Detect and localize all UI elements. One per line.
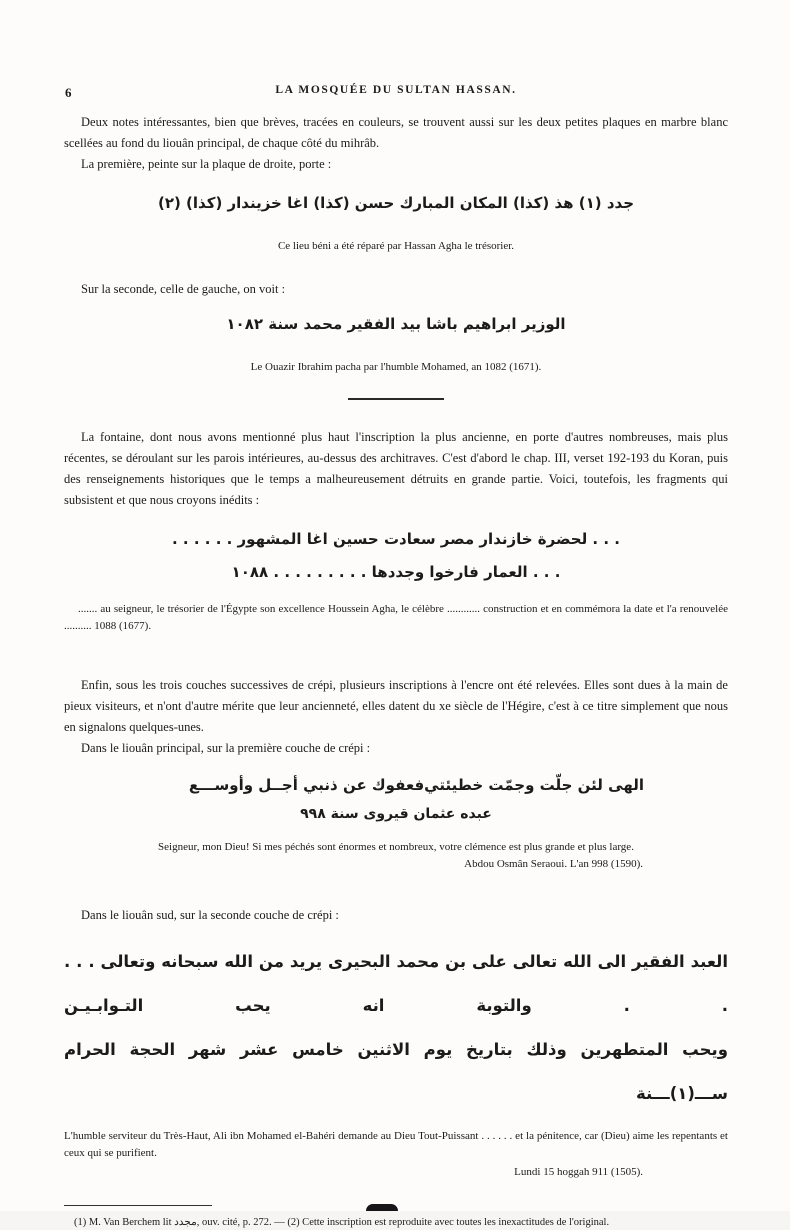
paragraph-second-plaque-lead: Sur la seconde, celle de gauche, on voit : [81,282,286,296]
translation-first-plaque: Ce lieu béni a été réparé par Hassan Agha le trésorier. [277,240,515,252]
arabic-inscription-liouan-sud-line1: العبد الفقير الى الله تعالى على بن محمد البحيرى يريد من الله سبحانه وتعالى . . . . . والتوبة انه يحب التـوابـيـن [64,952,728,1015]
arabic-inscription-liouan-sud-line2: ويحب المتطهرين وذلك بتاريخ يوم الاثنين خامس عشر شهر الحجة الحرام ســـ(١)ـــنة [64,1040,728,1103]
page-header [64,84,728,101]
paragraph-liouan-sud-lead: Dans le liouân sud, sur la seconde couche de crépi : [81,908,339,922]
translation-second-plaque: Le Ouazir Ibrahim pacha par l'humble Mohamed, an 1082 (1671). [250,361,542,373]
running-title: LA MOSQUÉE DU SULTAN HASSAN. [275,84,517,96]
poem-hemistich-first: الهى لئن جلّت وجمّت خطيئتي [424,776,644,794]
translation-fontaine: ....... au seigneur, le trésorier de l'Égypte son excellence Houssein Agha, le célèbre ............ construction et en commémora la date et l'a renouvelée .......... 1088 (1677). [64,603,728,632]
paragraph-crepi-intro: Enfin, sous les trois couches successives de crépi, plusieurs inscriptions à l'encre ont été relevées. Elles sont dues à la main de pieux visiteurs, et n'ont d'autre mérite que leur ancienneté, elles datent du xe siècle de l'Hégire, c'est à ce titre simplement que nous en signalons quelques-unes. [64,678,728,734]
paragraph-liouan-principal-lead: Dans le liouân principal, sur la première couche de crépi : [81,741,371,755]
footnote-rule [64,1205,212,1206]
poem-hemistich-second: فعفوك عن ذنبي أجــل وأوســـع [188,776,425,794]
arabic-poem-line [188,775,644,796]
footnote: (1) M. Van Berchem lit مجدد‎, ouv. cité, p. 272. — (2) Cette inscription est reproduite avec toutes les inexactitudes de l'original. [74,1217,610,1228]
section-divider [348,398,444,400]
page-number: 6 [65,85,72,100]
arabic-inscription-fontaine-line1: . . . لحضرة خازندار مصر سعادت حسين اغا المشهور . . . . . . [172,530,620,548]
paragraph-plaques-intro: Deux notes intéressantes, bien que brèves, tracées en couleurs, se trouvent aussi sur les deux petites plaques en marbre blanc scellées au fond du liouân principal, de chaque côté du mihrâb. [64,115,728,150]
translation-poem: Seigneur, mon Dieu! Si mes péchés sont énormes et nombreux, votre clémence est plus grande et plus large. [158,841,634,853]
arabic-inscription-first-plaque: جدد (١) هذ (كذا) المكان المبارك حسن (كذا) اغا خزيندار (كذا) (٢) [157,194,635,212]
attribution-poem: Abdou Osmân Seraoui. L'an 998 (1590). [464,858,643,870]
paragraph-first-plaque-lead: La première, peinte sur la plaque de droite, porte : [81,157,332,171]
paragraph-fontaine-intro: La fontaine, dont nous avons mentionné plus haut l'inscription la plus ancienne, en porte d'autres nombreuses, mais plus récentes, se déroulant sur les parois intérieures, au-dessus des architraves. C'est d'abord le chap. III, verset 192-193 du Koran, puis des renseignements historiques que le temps a malheureusement détruits en grande partie. Voici, toutefois, les fragments qui subsistent et que nous croyons inédits : [64,430,728,507]
translation-liouan-sud: L'humble serviteur du Très-Haut, Ali ibn Mohamed el-Bahéri demande au Dieu Tout-Puissant . . . . . . et la pénitence, car (Dieu) aime les repentants et ceux qui se purifient. [64,1130,728,1159]
arabic-inscription-second-plaque: الوزير ابراهيم باشا بيد الفقير محمد سنة ١٠٨٢ [226,315,566,333]
arabic-inscription-fontaine-line2: . . . العمار فارخوا وجددها . . . . . . . . . ١٠٨٨ [231,563,561,581]
scan-artifact [366,1204,398,1211]
attribution-liouan-sud: Lundi 15 hoggah 911 (1505). [514,1166,643,1178]
arabic-poem-signature: عبده عثمان قيروى سنة ٩٩٨ [300,806,492,822]
